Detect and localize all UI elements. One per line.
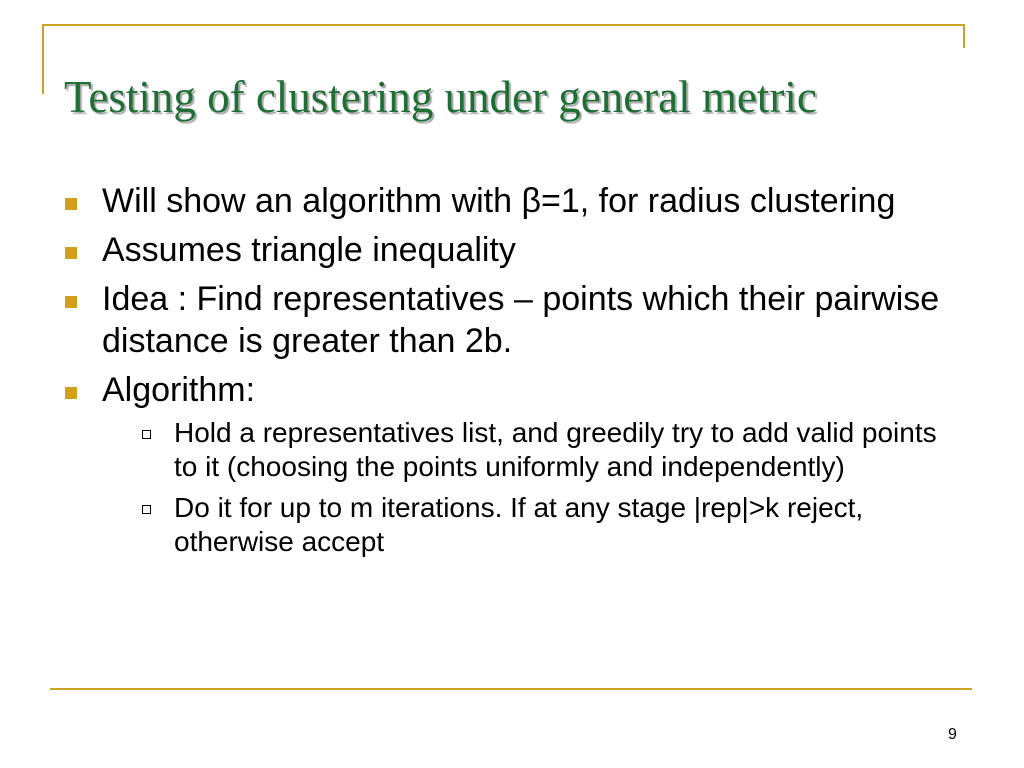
frame-left-rule [42,24,44,94]
subbullet-text: Do it for up to m iterations. If at any stage |rep|>k reject, otherwise accept [174,492,864,557]
hollow-square-icon [142,505,151,514]
bullet-item [64,180,964,222]
footer-rule [50,688,972,690]
page-number: 9 [948,726,957,743]
subbullet-item [102,491,964,559]
bullet-item [64,369,964,559]
bullet-item [64,229,964,271]
bullet-text: Will show an algorithm with β=1, for radius clustering [102,182,896,220]
bullet-text: Idea : Find representatives – points which their pairwise distance is greater than 2b. [102,280,940,360]
filled-square-icon [65,296,77,308]
slide-title: Testing of clustering under general metric [64,72,817,122]
slide-content [64,180,964,566]
bullet-text: Algorithm: [102,371,256,409]
subbullet-item [102,416,964,484]
filled-square-icon [65,198,77,210]
bullet-text: Assumes triangle inequality [102,231,516,269]
frame-right-rule [963,24,965,48]
filled-square-icon [65,387,77,399]
subbullet-text: Hold a representatives list, and greedily try to add valid points to it (choosing the points uniformly and independently) [174,417,937,482]
subbullet-list [102,416,964,559]
bullet-list [64,180,964,559]
bullet-item [64,278,964,362]
hollow-square-icon [142,430,151,439]
filled-square-icon [65,247,77,259]
frame-top-rule [42,24,965,26]
